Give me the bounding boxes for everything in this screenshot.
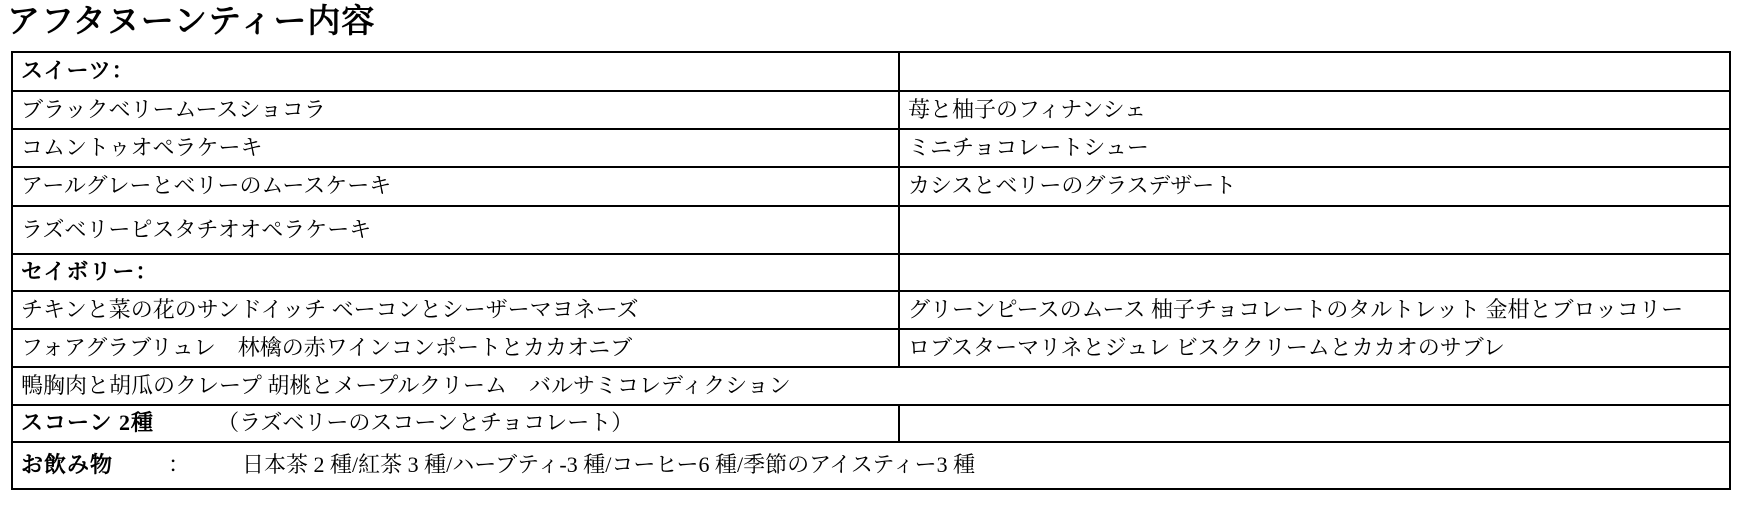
menu-item-drinks	[12, 442, 1730, 489]
menu-item-left: コムントゥオペラケーキ	[12, 129, 899, 167]
menu-table	[11, 51, 1731, 490]
table-row	[12, 206, 1730, 254]
page-title: アフタヌーンティー内容	[7, 4, 376, 40]
scones-label: スコーン 2種	[21, 410, 155, 436]
menu-item-right: カシスとベリーのグラスデザート	[899, 167, 1730, 206]
menu-item-right: ロブスターマリネとジュレ ビスククリームとカカオのサブレ	[899, 329, 1730, 367]
section-header-savory: セイボリー：	[12, 254, 899, 291]
menu-item-right: ミニチョコレートシュー	[899, 129, 1730, 167]
menu-item-scones	[12, 405, 899, 442]
menu-item-left: アールグレーとベリーのムースケーキ	[12, 167, 899, 206]
table-row-scones	[12, 405, 1730, 442]
table-row-savory-header	[12, 254, 1730, 291]
scones-detail: （ラズベリーのスコーンとチョコレート）	[217, 410, 634, 436]
drinks-label: お飲み物	[21, 452, 114, 478]
menu-item-full: 鴨胸肉と胡瓜のクレープ 胡桃とメープルクリーム バルサミコレディクション	[12, 367, 1730, 405]
empty-cell	[899, 254, 1730, 291]
empty-cell	[899, 52, 1730, 91]
table-row	[12, 329, 1730, 367]
drinks-colon: ：	[168, 452, 191, 478]
menu-item-left: ブラックベリームースショコラ	[12, 91, 899, 129]
menu-item-right: グリーンピースのムース 柚子チョコレートのタルトレット 金柑とブロッコリー	[899, 291, 1730, 329]
table-row	[12, 167, 1730, 206]
drinks-list: 日本茶 2 種/紅茶 3 種/ハーブティ-3 種/コーヒー6 種/季節のアイスティー3 種	[242, 452, 976, 478]
menu-item-left: チキンと菜の花のサンドイッチ ベーコンとシーザーマヨネーズ	[12, 291, 899, 329]
menu-item-left: フォアグラブリュレ 林檎の赤ワインコンポートとカカオニブ	[12, 329, 899, 367]
table-row	[12, 291, 1730, 329]
empty-cell	[899, 405, 1730, 442]
empty-cell	[899, 206, 1730, 254]
table-row-sweets-header	[12, 52, 1730, 91]
table-row-drinks	[12, 442, 1730, 489]
table-row	[12, 129, 1730, 167]
table-row	[12, 91, 1730, 129]
menu-item-left: ラズベリーピスタチオオペラケーキ	[12, 206, 899, 254]
section-header-sweets: スイーツ：	[12, 52, 899, 91]
menu-item-right: 苺と柚子のフィナンシェ	[899, 91, 1730, 129]
table-row-full-width	[12, 367, 1730, 405]
